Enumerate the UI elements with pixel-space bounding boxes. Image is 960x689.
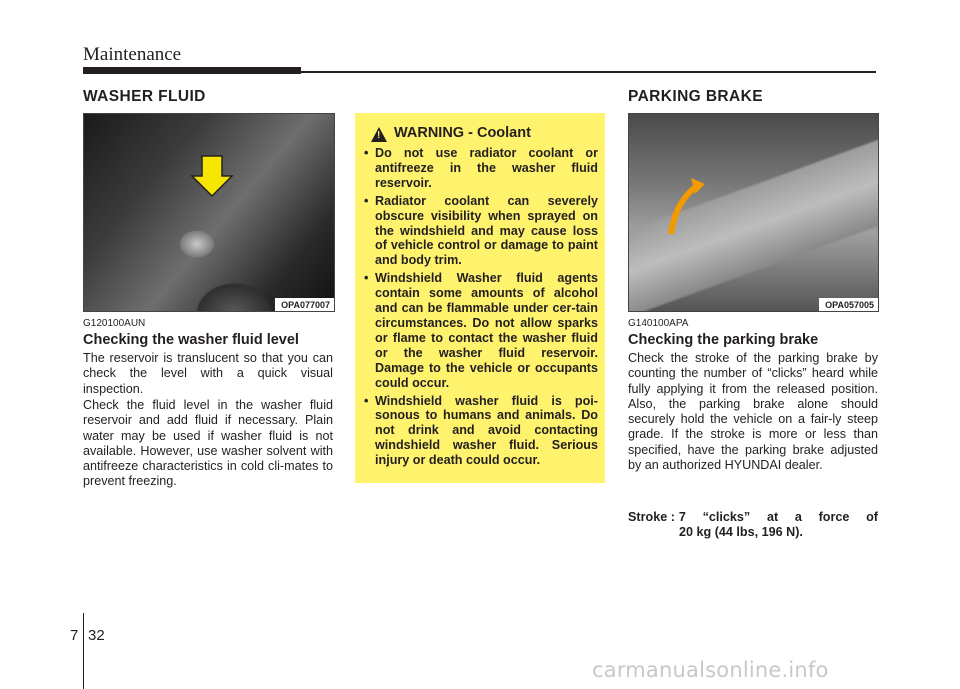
- warning-item: • Do not use radiator coolant or antifreeze in the washer fluid reservoir.: [364, 146, 598, 191]
- washer-fluid-heading: WASHER FLUID: [83, 88, 206, 105]
- warning-item: • Radiator coolant can severely obscure visibility when sprayed on the windshield and may cause loss of vehicle control or damage to paint and body trim.: [364, 194, 598, 269]
- spec-line-2: 20 kg (44 lbs, 196 N).: [679, 525, 803, 540]
- footer-vertical-rule: [83, 613, 84, 689]
- header-rule-thick: [83, 67, 301, 74]
- page-number: 32: [88, 627, 105, 644]
- parking-brake-photo: [628, 113, 879, 312]
- chapter-title: Maintenance: [83, 44, 182, 65]
- washer-section-code: G120100AUN: [83, 318, 146, 329]
- parking-brake-heading: PARKING BRAKE: [628, 88, 763, 105]
- brake-paragraph: Check the stroke of the parking brake by counting the number of “clicks” heard while fully applying it from the released position. Also, the parking brake alone should securely hold the vehicle on a fair-ly steep grade. If the stroke is more or less than specified, have the parking brake adjusted by an authorized HYUNDAI dealer.: [628, 351, 878, 473]
- spec-line-1: 7 “clicks” at a force of: [678, 510, 878, 524]
- brake-stroke-spec: [628, 510, 878, 541]
- warning-title-sub: Coolant: [476, 125, 531, 141]
- header-rule-thin: [301, 71, 876, 73]
- warning-list: [364, 146, 598, 471]
- chapter-number: 7: [70, 627, 79, 644]
- warning-triangle-icon: [371, 127, 387, 142]
- photo-code-brake: OPA057005: [819, 298, 878, 311]
- warning-box: [355, 113, 605, 483]
- washer-paragraph-2: Check the fluid level in the washer fluid reservoir and add fluid if necessary. Plain water may be used if washer fluid is not available. However, use washer solvent with antifreeze characteristics in cold cli-mates to prevent freezing.: [83, 398, 333, 489]
- spec-label: Stroke :: [628, 510, 675, 524]
- brake-subheading: Checking the parking brake: [628, 332, 819, 348]
- warning-label: [394, 125, 531, 141]
- washer-subheading: Checking the washer fluid level: [83, 332, 299, 348]
- photo-code-washer: OPA077007: [275, 298, 334, 311]
- brake-section-code: G140100APA: [628, 318, 689, 329]
- arrow-down-icon: [84, 114, 334, 311]
- warning-item: • Windshield Washer fluid agents contain some amounts of alcohol and can be flammable under cer-tain circumstances. Do not allow sparks or flame to contact the washer fluid or the washer fluid reservoir. Damage to the vehicle or occupants could occur.: [364, 271, 598, 390]
- washer-reservoir-photo: [83, 113, 335, 312]
- warning-item: • Windshield washer fluid is poi-sonous to humans and animals. Do not drink and avoid contacting windshield washer fluid. Serious injury or death could occur.: [364, 394, 598, 469]
- watermark: carmanualsonline.info: [592, 658, 829, 682]
- warning-title-main: WARNING -: [394, 125, 477, 141]
- curved-arrow-icon: [629, 114, 878, 311]
- washer-paragraph-1: The reservoir is translucent so that you can check the level with a quick visual inspection.: [83, 351, 333, 396]
